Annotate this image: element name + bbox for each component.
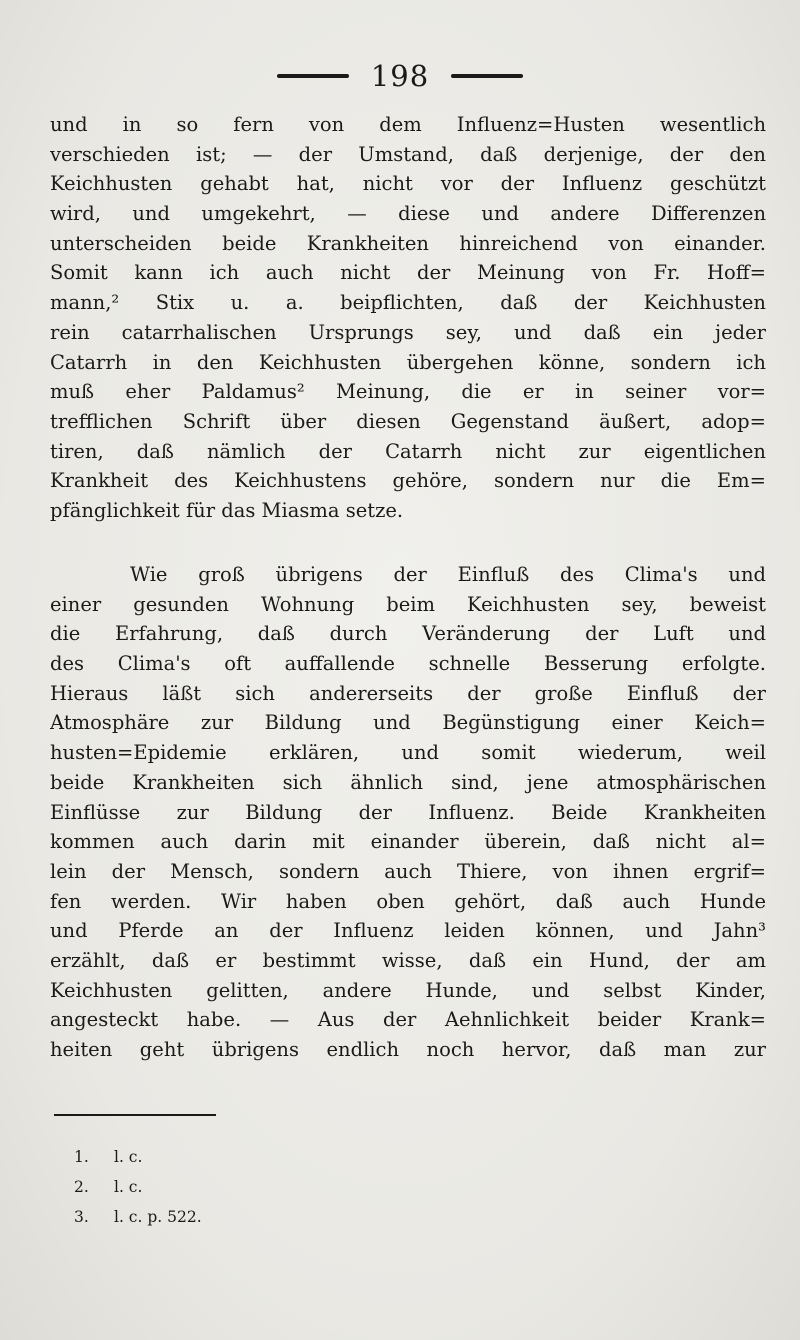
text-line: Hieraus läßt sich andererseits der große Einfluß der: [50, 681, 766, 705]
text-line: trefflichen Schrift über diesen Gegenstand äußert, adop=: [50, 409, 766, 433]
text-line: und in so fern von dem Influenz=Husten wesentlich: [50, 113, 766, 136]
text-line: fen werden. Wir haben oben gehört, daß auch Hunde: [50, 889, 766, 913]
text-line: mann,² Stix u. a. beipflichten, daß der Keichhusten: [50, 291, 766, 315]
footnote: [74, 1142, 202, 1172]
text-line: Keichhusten gelitten, andere Hunde, und selbst Kinder,: [50, 978, 766, 1002]
text-line: Catarrh in den Keichhusten übergehen könne, sondern ich: [50, 350, 766, 374]
footnote-text: l. c. p. 522.: [114, 1208, 202, 1226]
text-line: heiten geht übrigens endlich noch hervor, daß man zur: [50, 1038, 766, 1061]
text-line: erzählt, daß er bestimmt wisse, daß ein Hund, der am: [50, 948, 766, 972]
footnote-number: 1.: [74, 1148, 89, 1166]
text-line: einer gesunden Wohnung beim Keichhusten sey, beweist: [50, 592, 766, 616]
text-line: verschieden ist; — der Umstand, daß derjenige, der den: [50, 142, 766, 166]
text-line: des Clima's oft auffallende schnelle Besserung erfolgte.: [50, 652, 766, 676]
footnotes: [74, 1142, 202, 1232]
text-line: kommen auch darin mit einander überein, daß nicht al=: [50, 830, 766, 854]
footnote-number: 2.: [74, 1178, 89, 1196]
footnote: [74, 1202, 202, 1232]
footnote-text: l. c.: [114, 1148, 143, 1166]
text-line: husten=Epidemie erklären, und somit wiederum, weil: [50, 741, 766, 765]
page-number: 198: [370, 59, 430, 93]
page-header: [0, 56, 800, 96]
text-line: Somit kann ich auch nicht der Meinung von Fr. Hoff=: [50, 261, 766, 285]
text-line: muß eher Paldamus² Meinung, die er in seiner vor=: [50, 380, 766, 404]
text-line: angesteckt habe. — Aus der Aehnlichkeit beider Krank=: [50, 1008, 766, 1032]
text-line: unterscheiden beide Krankheiten hinreichend von einander.: [50, 231, 766, 255]
footnote-text: l. c.: [114, 1178, 143, 1196]
text-line: Keichhusten gehabt hat, nicht vor der Influenz geschützt: [50, 172, 766, 196]
footnote: [74, 1172, 202, 1202]
footnote-number: 3.: [74, 1208, 89, 1226]
paragraph-2: [50, 560, 766, 1065]
text-line: Einflüsse zur Bildung der Influenz. Beide Krankheiten: [50, 800, 766, 824]
footnote-separator: [54, 1114, 216, 1116]
text-line: wird, und umgekehrt, — diese und andere Differenzen: [50, 202, 766, 226]
text-line: die Erfahrung, daß durch Veränderung der Luft und: [50, 622, 766, 646]
header-rule-left: [277, 74, 349, 78]
text-line: Wie groß übrigens der Einfluß des Clima's und: [130, 563, 766, 586]
text-line: tiren, daß nämlich der Catarrh nicht zur eigentlichen: [50, 439, 766, 463]
text-line: pfänglichkeit für das Miasma setze.: [50, 498, 404, 522]
header-rule-right: [451, 74, 523, 78]
text-line: beide Krankheiten sich ähnlich sind, jene atmosphärischen: [50, 770, 766, 794]
text-line: Atmosphäre zur Bildung und Begünstigung einer Keich=: [50, 711, 766, 735]
text-line: und Pferde an der Influenz leiden können, und Jahn³: [50, 919, 766, 943]
text-line: lein der Mensch, sondern auch Thiere, von ihnen ergrif=: [50, 859, 766, 883]
paragraph-1: [50, 110, 766, 526]
text-line: Krankheit des Keichhustens gehöre, sondern nur die Em=: [50, 469, 766, 493]
text-line: rein catarrhalischen Ursprungs sey, und daß ein jeder: [50, 320, 766, 344]
